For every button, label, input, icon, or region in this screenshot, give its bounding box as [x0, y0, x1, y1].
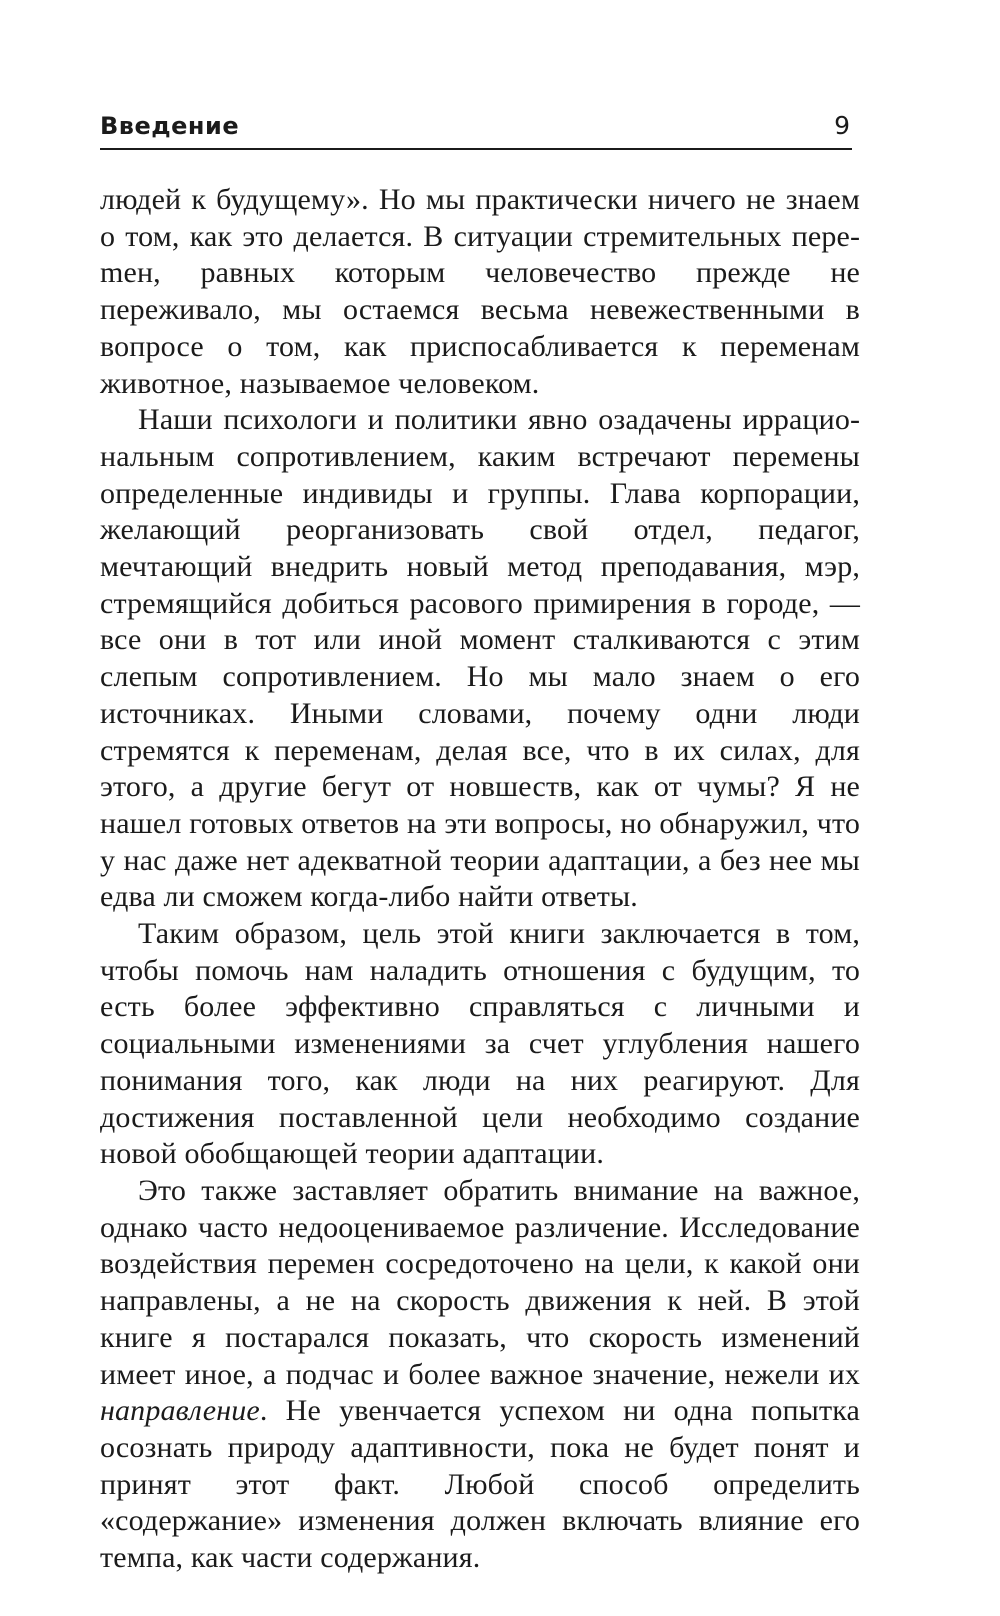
body-text: [100, 182, 860, 1577]
running-header: [100, 110, 852, 150]
paragraph-1: людей к будущему». Но мы практически ничего не знаем о том, как это делается. В ситуации стремительных переmен, равных которым человечество прежде не переживало, мы остаемся весьма невежественными в вопросе о том, как приспосабливается к переменам животное, называемое человеком.: [100, 183, 860, 400]
paragraph-2: Наши психологи и политики явно озадачены иррациональным сопротивлением, каким встречают перемены определенные индивиды и группы. Глава корпорации, желающий реорганизовать свой отдел, педагог, мечтающий внедрить новый метод преподавания, мэр, стремящийся добиться расового примирения в городе, — все они в тот или иной момент сталкиваются с этим слепым сопротивлением. Но мы мало знаем о его источниках. Иными словами, почему одни люди стремятся к переменам, делая все, что в их силах, для этого, а другие бегут от новшеств, как от чумы? Я не нашел готовых ответов на эти вопросы, но обнаружил, что у нас даже нет адекватной теории адаптации, а без нее мы едва ли сможем когда-либо найти ответы.: [100, 403, 860, 914]
page-number: 9: [834, 111, 850, 140]
emphasized-word: направление: [100, 1394, 260, 1428]
paragraph-4-text-end: . Не увенчается успехом ни одна попытка осознать природу адаптивности, пока не будет понят и принят этот факт. Любой способ определить «содержание» изменения должен включать влияние его темпа, как части содержания.: [100, 1394, 860, 1575]
chapter-title: Введение: [100, 112, 240, 140]
paragraph-3: Таким образом, цель этой книги заключается в том, чтобы помочь нам наладить отношения с будущим, то есть более эффективно справляться с личными и социальными изменениями за счет углубления нашего понимания того, как люди на них реагируют. Для достижения поставленной цели необходимо создание новой обобщающей теории адаптации.: [100, 917, 860, 1171]
paragraph-4-text-start: Это также заставляет обратить внимание на важное, однако часто недооцениваемое различение. Исследование воздействия перемен сосредоточено на цели, к какой они направлены, а не на скорость движения к ней. В этой книге я постарался показать, что скорость изменений имеет иное, а подчас и более важное значение, нежели их: [100, 1173, 860, 1391]
paragraph-4: [100, 1173, 860, 1577]
